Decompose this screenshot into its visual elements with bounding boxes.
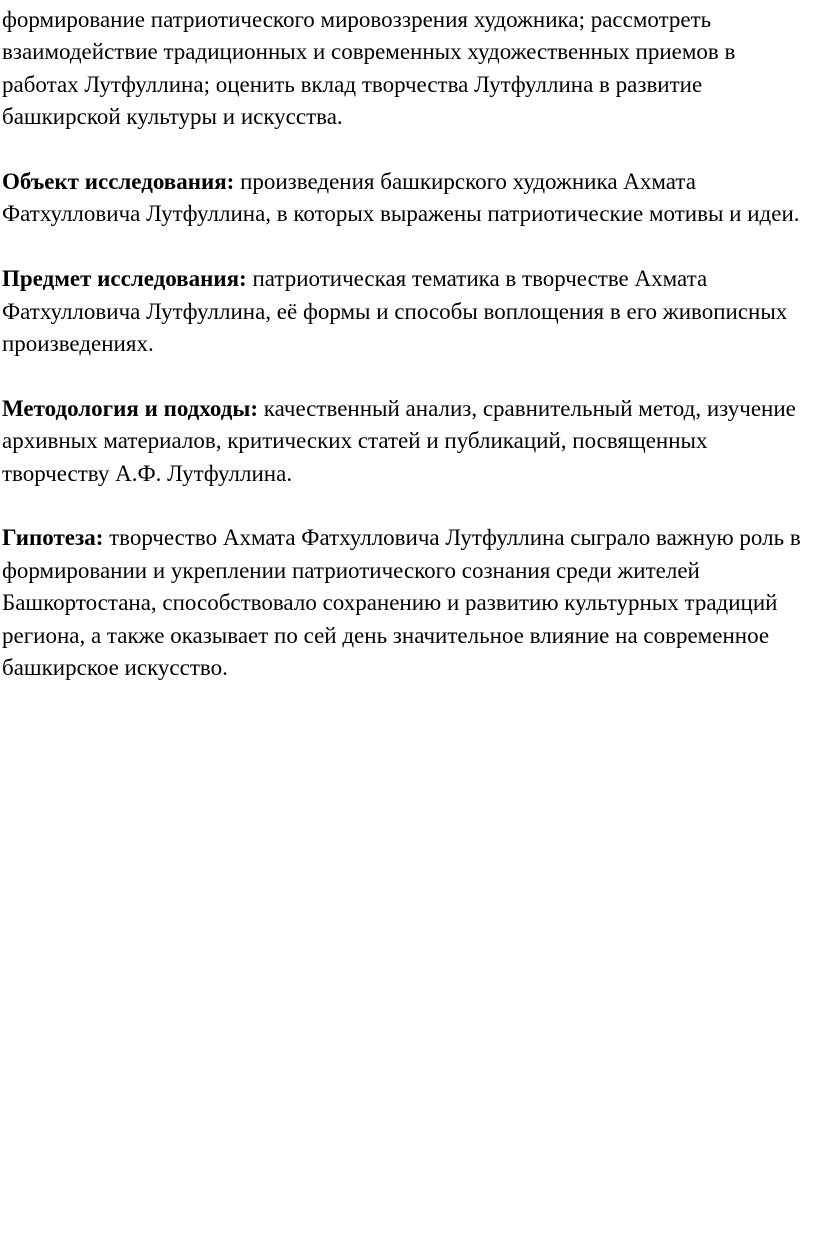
- methodology-text: качественный анализ, сравнительный метод, изучение архивных материалов, критических статей и публикаций, посвященных творчеству А.Ф. Лутфуллина.: [2, 395, 796, 486]
- paragraph-methodology: [2, 393, 814, 490]
- research-object-label: Объект исследования:: [2, 169, 235, 195]
- hypothesis-label: Гипотеза:: [2, 525, 104, 551]
- paragraph-goals-continuation: [2, 4, 814, 134]
- paragraph-research-object: [2, 166, 814, 231]
- paragraph-hypothesis: [2, 522, 814, 684]
- paragraph-text: формирование патриотического мировоззрения художника; рассмотреть взаимодействие традиционных и современных художественных приемов в работах Лутфуллина; оценить вклад творчества Лутфуллина в развитие башкирской культуры и искусства.: [2, 7, 736, 130]
- paragraph-research-subject: [2, 263, 814, 360]
- hypothesis-text: творчество Ахмата Фатхулловича Лутфуллина сыграло важную роль в формировании и укреплении патриотического сознания среди жителей Башкортостана, способствовало сохранению и развитию культурных традиций региона, а также оказывает по сей день значительное влияние на современное башкирское искусство.: [2, 525, 801, 681]
- research-subject-text: патриотическая тематика в творчестве Ахмата Фатхулловича Лутфуллина, её формы и способы воплощения в его живописных произведениях.: [2, 266, 788, 357]
- research-subject-label: Предмет исследования:: [2, 266, 247, 292]
- research-object-text: произведения башкирского художника Ахмата Фатхулловича Лутфуллина, в которых выражены патриотические мотивы и идеи.: [2, 169, 800, 227]
- methodology-label: Методология и подходы:: [2, 395, 259, 421]
